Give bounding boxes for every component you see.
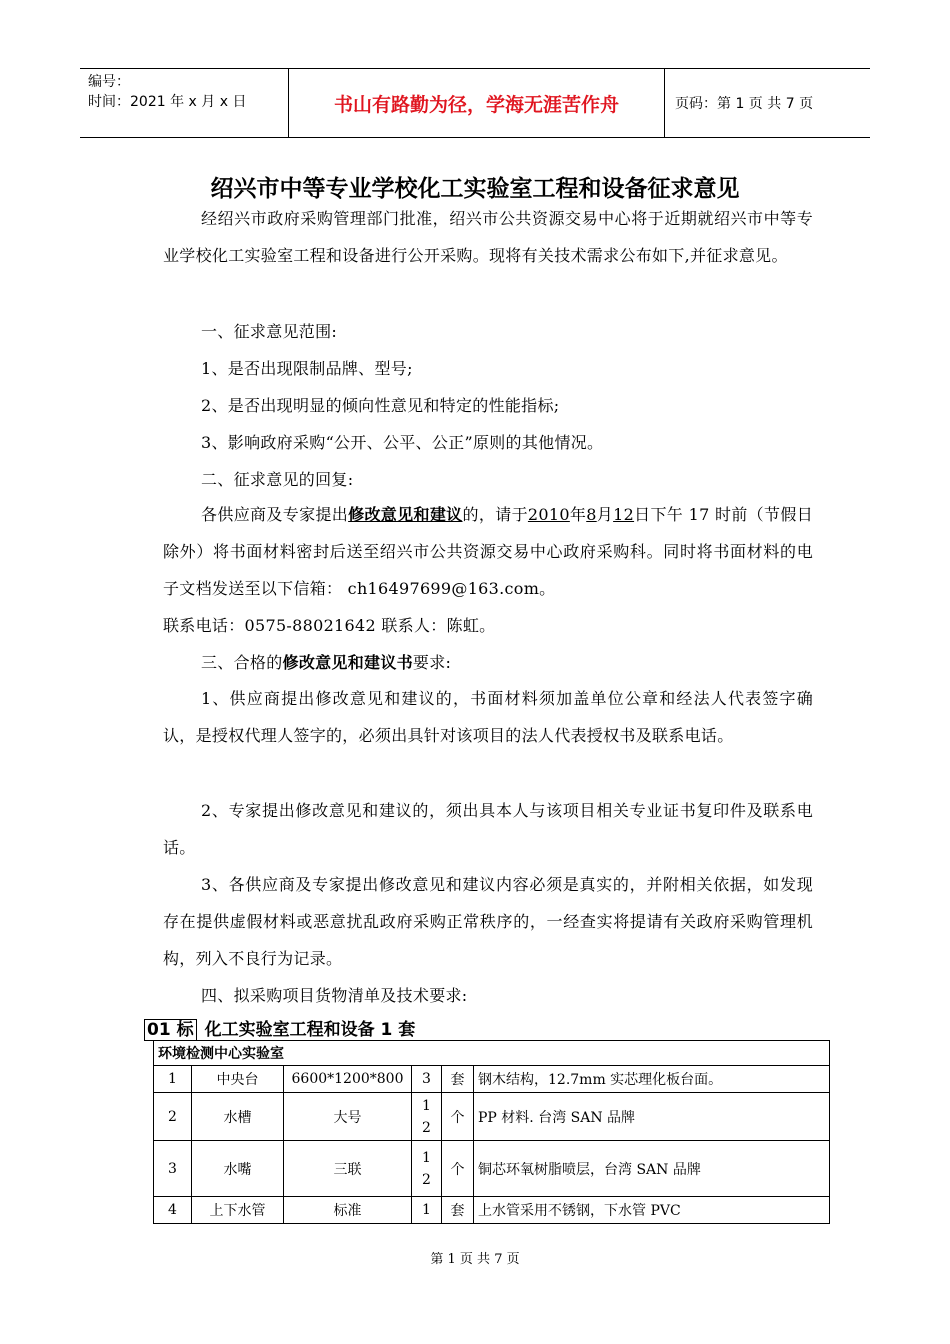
cell-desc: 钢木结构，12.7mm 实芯理化板台面。 [474,1066,830,1093]
table-group-row [154,1041,830,1066]
page-footer: 第 1 页 共 7 页 [430,1252,520,1267]
cell-desc: PP 材料. 台湾 SAN 品牌 [474,1093,830,1141]
cell-name: 上下水管 [192,1197,284,1224]
cell-unit: 套 [442,1197,474,1224]
section3-item-3: 3、各供应商及专家提出修改意见和建议内容必须是真实的，并附相关依据，如发现存在提供虚假材料或恶意扰乱政府采购正常秩序的，一经查实将提请有关政府采购管理机构，列入不良行为记录。 [163,875,813,968]
lot-code: 01 标 [144,1019,197,1041]
cell-spec: 6600*1200*800 [284,1066,412,1093]
section1-item-3: 3、影响政府采购“公开、公平、公正”原则的其他情况。 [201,433,604,452]
section2-text-e: 日下午 17 时前（节假日除外）将书面材料密封后送至绍兴市公共资源交易中心政府采购科。同时将书面材料的电子文档发送至以下信箱： ch16497699@163.com。 [163,505,813,598]
cell-unit: 个 [442,1093,474,1141]
document-title: 绍兴市中等专业学校化工实验室工程和设备征求意见 [210,176,740,202]
header-page-info: 页码：第 1 页 共 7 页 [675,96,814,112]
section1-item-1: 1、是否出现限制品牌、型号; [201,359,413,378]
cell-name: 中央台 [192,1066,284,1093]
header-meta [80,69,289,137]
qty-line-1: 1 [422,1097,431,1114]
qty-stack [422,1095,431,1139]
cell-unit: 套 [442,1066,474,1093]
lot-heading [144,1015,415,1040]
qty-line-1: 1 [422,1149,431,1166]
table-row [154,1197,830,1224]
cell-desc: 上水管采用不锈钢，下水管 PVC [474,1197,830,1224]
contact-line: 联系电话：0575-88021642 联系人：陈虹。 [163,616,496,635]
intro-paragraph: 经绍兴市政府采购管理部门批准，绍兴市公共资源交易中心将于近期就绍兴市中等专业学校化工实验室工程和设备进行公开采购。现将有关技术需求公布如下,并征求意见。 [163,209,813,265]
qty-line-2: 2 [422,1119,431,1136]
qty-line-2: 2 [422,1171,431,1188]
goods-table [153,1040,830,1224]
cell-name: 水槽 [192,1093,284,1141]
section2-bold-phrase: 修改意见和建议 [348,505,463,524]
cell-spec: 大号 [284,1093,412,1141]
cell-no: 4 [154,1197,192,1224]
number-label: 编号： [88,74,130,90]
cell-qty [412,1141,442,1197]
deadline-day: 12 [613,505,635,524]
table-row [154,1141,830,1197]
section1-heading: 一、征求意见范围: [201,322,338,341]
section2-text-b: 的，请于 [462,505,528,524]
section2-text-c: 年 [569,505,587,524]
section3-heading-bold: 修改意见和建议书 [282,653,413,672]
cell-spec: 标准 [284,1197,412,1224]
section3-item-1: 1、供应商提出修改意见和建议的，书面材料须加盖单位公章和经法人代表签字确认，是授权代理人签字的，必须出具针对该项目的法人代表授权书及联系电话。 [163,689,813,745]
cell-qty [412,1093,442,1141]
deadline-month: 8 [586,505,597,524]
cell-spec: 三联 [284,1141,412,1197]
cell-no: 1 [154,1066,192,1093]
cell-qty: 1 [412,1197,442,1224]
qty-stack [422,1147,431,1191]
lot-name: 化工实验室工程和设备 1 套 [204,1020,416,1040]
cell-no: 3 [154,1141,192,1197]
cell-name: 水嘴 [192,1141,284,1197]
cell-qty: 3 [412,1066,442,1093]
section4-heading: 四、拟采购项目货物清单及技术要求: [201,986,468,1005]
section2-text-d: 月 [596,505,614,524]
section2-text-a: 各供应商及专家提出 [201,505,349,524]
section3-heading [163,644,813,681]
header-motto: 书山有路勤为径，学海无涯苦作舟 [289,69,665,137]
table-row [154,1093,830,1141]
section3-heading-b: 要求: [412,653,452,672]
time-label: 时间：2021 年 x 月 x 日 [88,94,247,110]
section3-item-2: 2、专家提出修改意见和建议的，须出具本人与该项目相关专业证书复印件及联系电话。 [163,801,813,857]
section1-item-2: 2、是否出现明显的倾向性意见和特定的性能指标; [201,396,560,415]
section2-heading: 二、征求意见的回复: [201,470,354,489]
cell-desc: 铜芯环氧树脂喷层，台湾 SAN 品牌 [474,1141,830,1197]
table-group-label: 环境检测中心实验室 [154,1041,830,1066]
cell-no: 2 [154,1093,192,1141]
section2-paragraph [163,496,813,607]
document-header [80,68,870,138]
section3-heading-a: 三、合格的 [201,653,283,672]
deadline-year: 2010 [527,505,570,524]
cell-unit: 个 [442,1141,474,1197]
table-row [154,1066,830,1093]
